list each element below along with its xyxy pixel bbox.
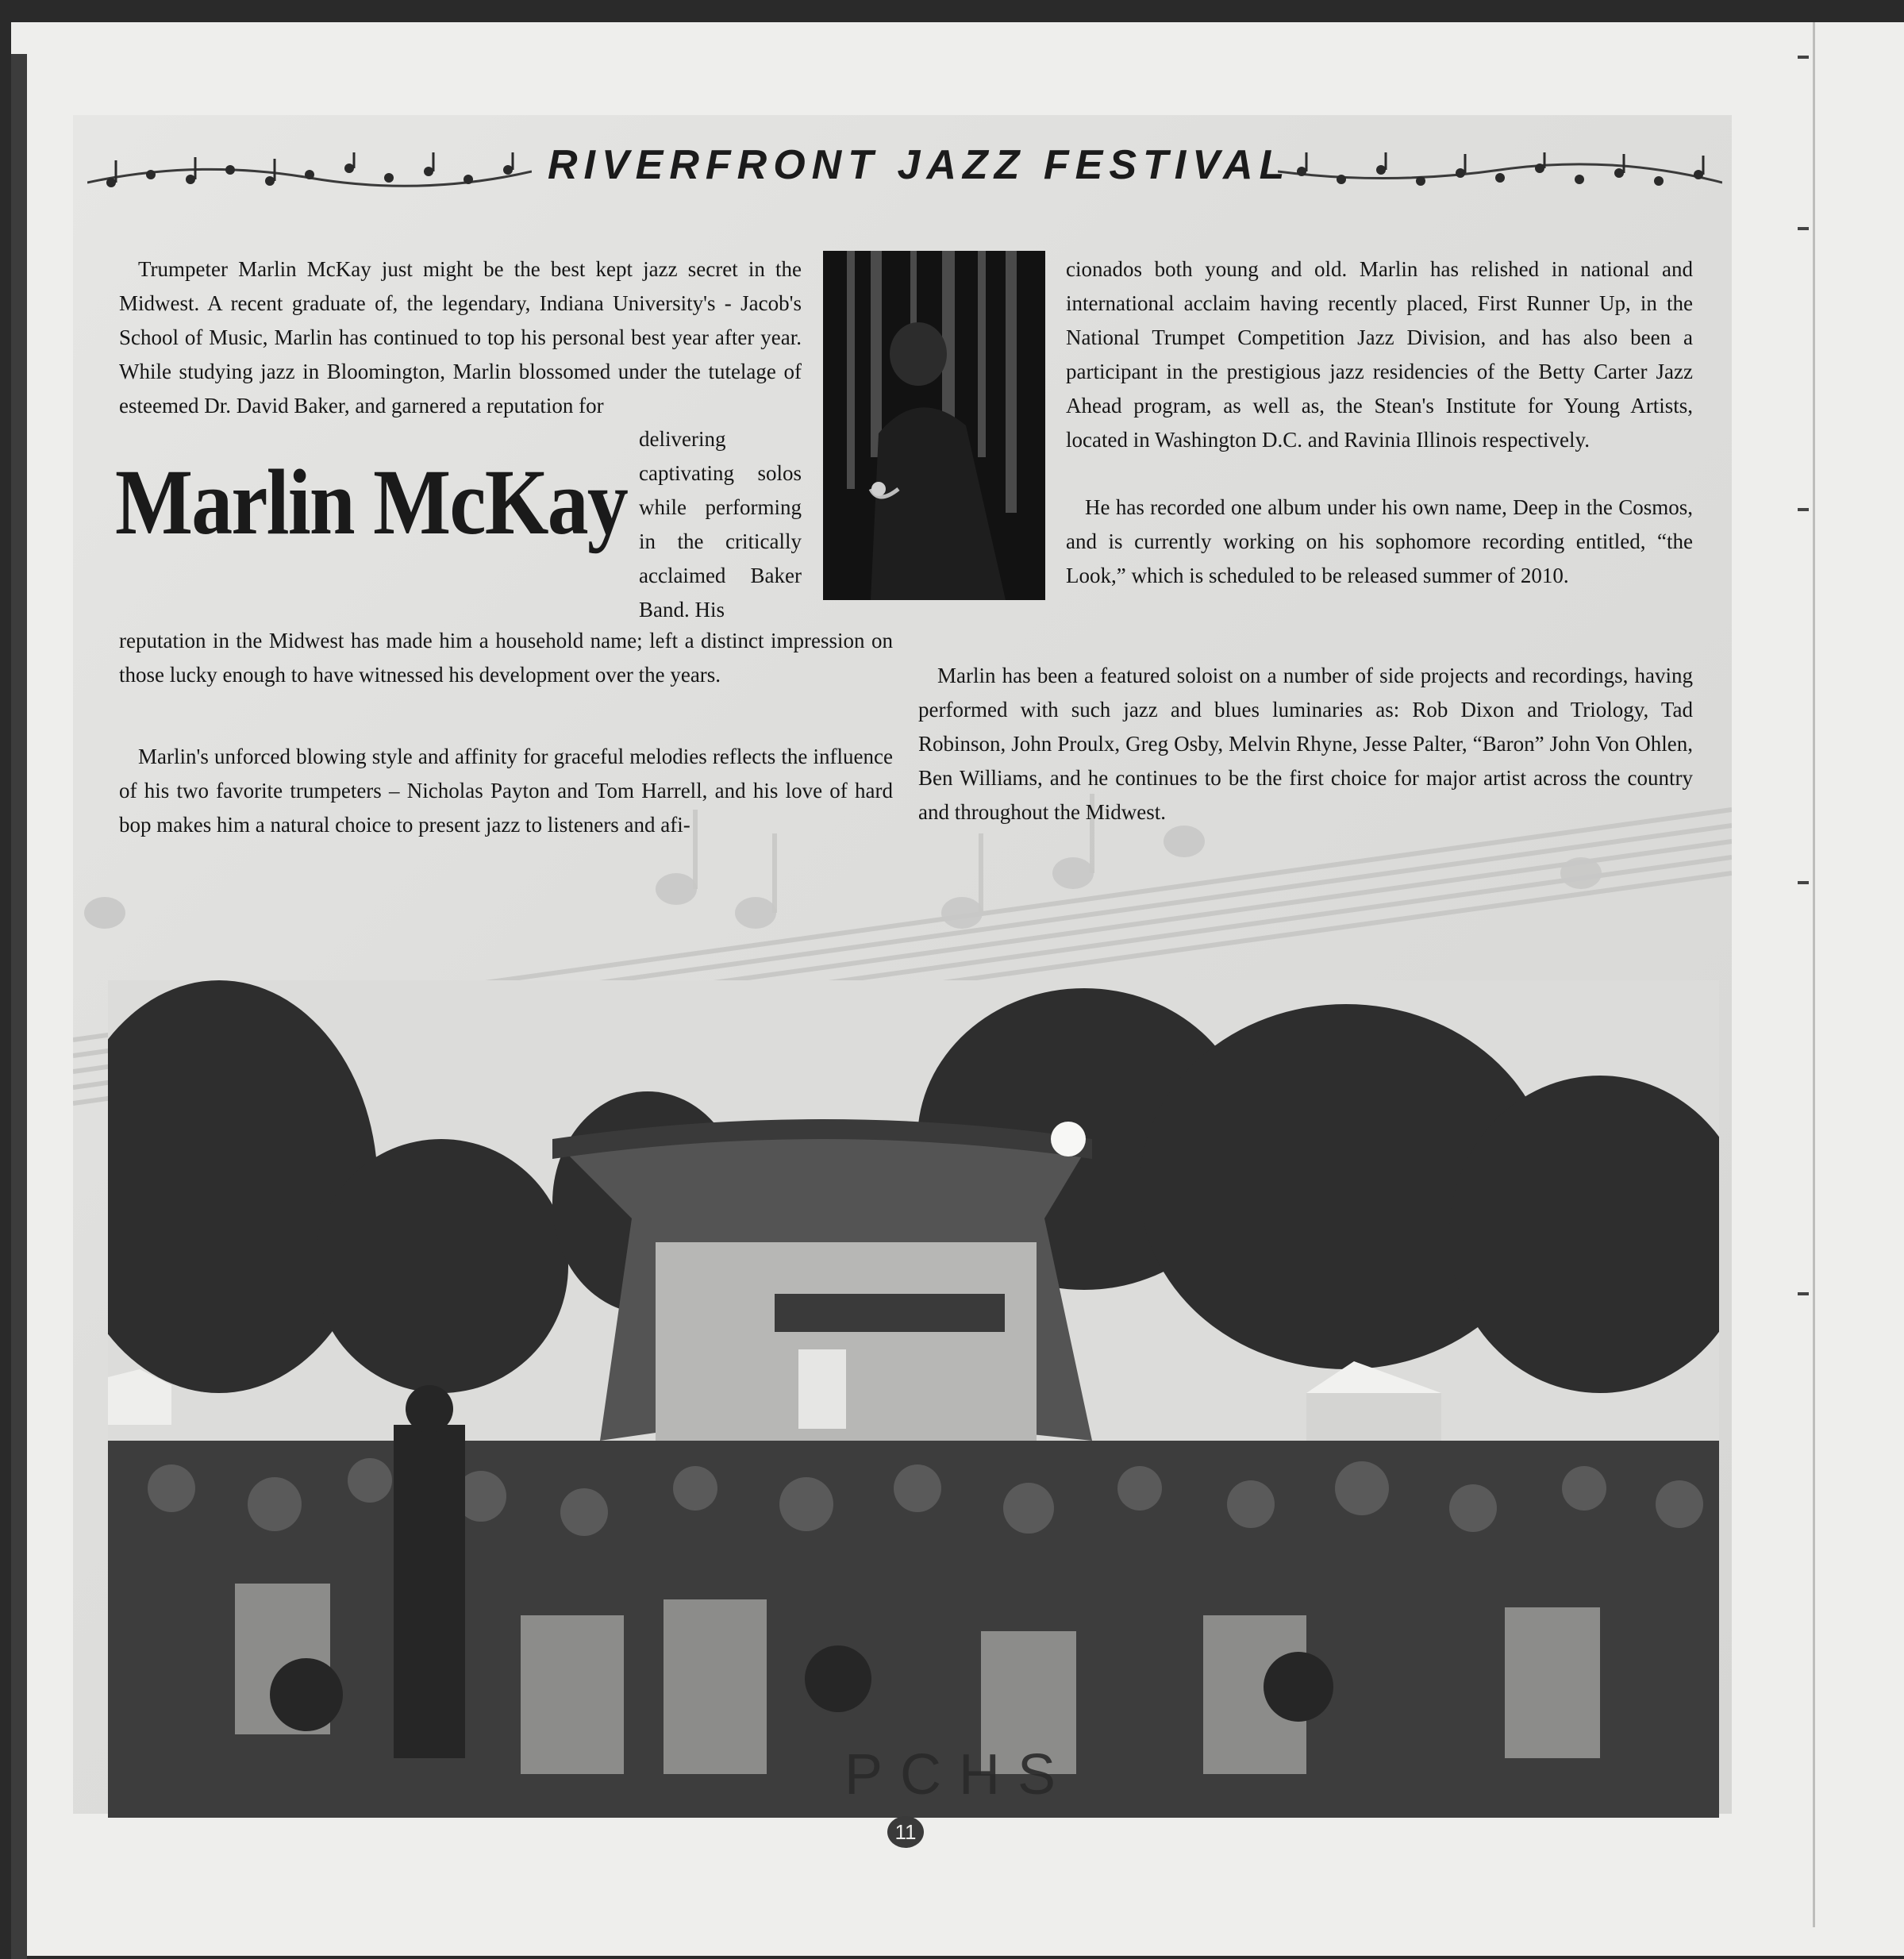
- music-notes-ornament: [1278, 151, 1722, 198]
- article-paragraph-2: [119, 740, 893, 842]
- paragraph-text: Marlin has been a featured soloist on a number of side projects and recordings, having performed with such jazz and blues luminaries as: Rob Dixon and Triology, Tad Robinson, John Proulx, Greg Osby, Melvin Rhyne, Jesse Palter, “Baron” John Von Ohlen, Ben Williams, and he continues to be the first choice for major artist across the country and throughout the Midwest.: [918, 664, 1693, 824]
- trumpeter-portrait-photo: [823, 251, 1045, 600]
- paragraph-text: He has recorded one album under his own name, Deep in the Cosmos, and is currently working on his sophomore recording entitled, “the Look,” which is scheduled to be released summer of 2010.: [1066, 495, 1693, 587]
- margin-tick: [1798, 508, 1809, 511]
- article-paragraph-1-wrap: [639, 422, 802, 627]
- article-headline: Marlin McKay: [115, 450, 628, 554]
- section-header: [87, 135, 1722, 222]
- margin-tick: [1798, 227, 1809, 230]
- margin-tick: [1798, 881, 1809, 884]
- pchs-watermark: PCHS: [844, 1743, 1074, 1807]
- article-paragraph-3: [1066, 491, 1693, 593]
- article-paragraph-4: [918, 659, 1693, 829]
- margin-tick: [1798, 1292, 1809, 1295]
- paragraph-text: Trumpeter Marlin McKay just might be the best kept jazz secret in the Midwest. A recent graduate of, the legendary, Indiana University's - Jacob's School of Music, Marlin has continued to top his personal best year after year. While studying jazz in Bloomington, Marlin blossomed under the tutelage of esteemed Dr. David Baker, and garnered a reputation for: [119, 257, 802, 418]
- page-number: 11: [887, 1816, 924, 1848]
- music-notes-ornament: [87, 151, 532, 198]
- page-edge-shadow: [11, 54, 27, 1959]
- article-paragraph-2-cont: [1066, 252, 1693, 457]
- paragraph-text: cionados both young and old. Marlin has relished in national and international acclaim having recently placed, First Runner Up, in the National Trumpet Competition Jazz Division, and has also been a participant in the prestigious jazz residencies of the Betty Carter Jazz Ahead program, as well as, the Stean's Institute for Young Artists, located in Washington D.C. and Ravinia Illinois respectively.: [1066, 257, 1693, 452]
- margin-tick: [1798, 56, 1809, 59]
- page-fold-line: [1813, 22, 1815, 1927]
- page-title: RIVERFRONT JAZZ FESTIVAL: [548, 142, 1291, 188]
- paragraph-text: Marlin's unforced blowing style and affinity for graceful melodies reflects the influence of his two favorite trumpeters – Nicholas Payton and Tom Harrell, and his love of hard bop makes him a natural choice to present jazz to listeners and afi-: [119, 745, 893, 837]
- paragraph-text: reputation in the Midwest has made him a household name; left a distinct impression on those lucky enough to have witnessed his development over the years.: [119, 629, 893, 687]
- article-paragraph-1: [119, 252, 802, 423]
- article-paragraph-1-end: [119, 624, 893, 692]
- paragraph-text: delivering captivating solos while performing in the critically acclaimed Baker Band. His: [639, 427, 802, 622]
- festival-concert-photo: [108, 980, 1719, 1818]
